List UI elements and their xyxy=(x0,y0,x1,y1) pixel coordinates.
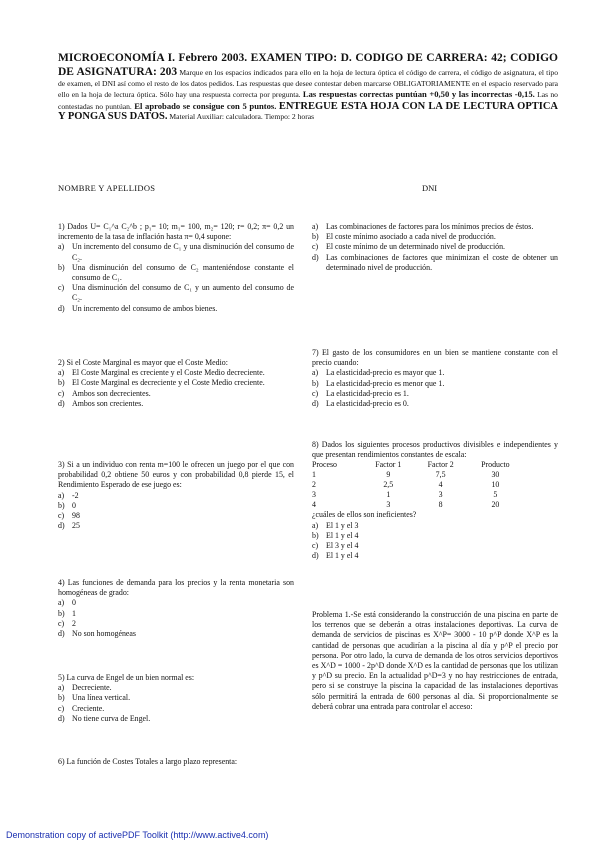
option-4a: a) 0 xyxy=(58,598,76,608)
problem-1 xyxy=(312,610,558,712)
option-7a: a) La elasticidad-precio es mayor que 1. xyxy=(312,368,445,378)
table-row: 3 1 3 5 xyxy=(312,490,498,500)
instructions-1: Marque en los espacios indicados para ello en la hoja de lectura óptica el código de carrera, el código de asignatura, el tipo de examen, el DNI así como el resto de los datos pedidos. Las respuestas que desee contestar deben marcarse OBLIGATORIAMENTE en el espacio reservado para ello en la hoja de lectura óptica. Sólo hay una respuesta correcta por pregunta. xyxy=(58,67,558,100)
option-6d: d) Las combinaciones de factores que minimizan el coste de obtener un determinado nivel de producción. xyxy=(312,252,558,272)
scoring-rule: Las respuestas correctas puntúan +0,50 y las incorrectas -0,15. xyxy=(302,89,535,100)
watermark-footer: Demonstration copy of activePDF Toolkit (http://www.active4.com) xyxy=(6,830,269,840)
question-text: 3) Si a un individuo con renta m=100 le ofrecen un juego por el que con probabilidad 0,2 obtiene 50 euros y con probabilidad 0,8 pierde 15, el Rendimiento Esperado de ese juego es: xyxy=(58,460,294,490)
option-3a: a) -2 xyxy=(58,490,79,500)
option-3d: d) 25 xyxy=(58,521,80,531)
option-5c: c) Creciente. xyxy=(58,703,105,713)
option-5d: d) No tiene curva de Engel. xyxy=(58,713,151,723)
question-3 xyxy=(58,460,294,531)
question-2 xyxy=(58,358,294,409)
question-text: 4) Las funciones de demanda para los precios y la renta monetaria son homogéneas de grado: xyxy=(58,578,294,598)
process-table xyxy=(312,460,524,510)
option-3c: c) 98 xyxy=(58,511,80,521)
option-7d: d) La elasticidad-precio es 0. xyxy=(312,399,409,409)
option-2d: d) Ambos son crecientes. xyxy=(58,398,144,408)
exam-title: MICROECONOMÍA I. Febrero 2003. EXAMEN TIPO: D. CODIGO DE CARRERA: 42; CODIGO DE ASIGNATURA: 203 xyxy=(58,52,558,78)
option-8b: b) El 1 y el 4 xyxy=(312,530,359,540)
table-row: 2 2,5 4 10 xyxy=(312,480,500,490)
option-8d: d) El 1 y el 4 xyxy=(312,551,359,561)
option-1a: a) Un incremento del consumo de C₁ y una disminución del consumo de C₂. xyxy=(58,242,294,262)
question-6-options xyxy=(312,222,558,273)
approval-rule: El aprobado se consigue con 5 puntos. xyxy=(134,100,277,111)
question-text: 7) El gasto de los consumidores en un bien se mantiene constante con el precio cuando: xyxy=(312,348,558,368)
option-6b: b) El coste mínimo asociado a cada nivel de producción. xyxy=(312,232,496,242)
option-8a: a) El 1 y el 3 xyxy=(312,520,359,530)
option-4c: c) 2 xyxy=(58,618,76,628)
option-2a: a) El Coste Marginal es creciente y el Coste Medio decreciente. xyxy=(58,368,265,378)
option-6a: a) Las combinaciones de factores para los mínimos precios de éstos. xyxy=(312,222,534,231)
materials-note: Material Auxiliar: calculadora. Tiempo: 2 horas xyxy=(169,112,315,122)
option-7b: b) La elasticidad-precio es menor que 1. xyxy=(312,378,445,388)
question-8 xyxy=(312,440,558,561)
option-7c: c) La elasticidad-precio es 1. xyxy=(312,388,409,398)
instructions-2: Las no contestadas no puntúan. xyxy=(58,90,558,111)
problem-text: Problema 1.-Se está considerando la construcción de una piscina en parte de los terrenos que se deberán a otras instalaciones deportivas. La curva de demanda de servicios de piscinas es X^P= 3000 - 10 p^P donde X^P es la cantidad de personas que acudirían a la piscina al día y p^P el precio por persona. Por otro lado, la curva de demanda de los otros servicios deportivos es X^D = 1000 - 2p^D donde X^D es la cantidad de personas que los utilizan y p^D su precio. En la actualidad p^D=3 y no hay restricciones de entrada, pero si se construye la piscina la capacidad de las instalaciones deportivas sólo permitirá la entrada de 600 personas al día. Si proporcionalmente se deberá cobrar una entrada para controlar el acceso: xyxy=(312,610,558,711)
name-label: NOMBRE Y APELLIDOS xyxy=(58,183,156,193)
question-subtext: ¿cuáles de ellos son ineficientes? xyxy=(312,510,417,520)
dni-label: DNI xyxy=(422,183,438,193)
question-7 xyxy=(312,348,558,409)
deliver-instruction: ENTREGUE ESTA HOJA CON LA DE LECTURA OPTICA Y PONGA SUS DATOS. xyxy=(58,100,558,123)
option-5a: a) Decreciente. xyxy=(58,683,112,693)
question-text: 2) Si el Coste Marginal es mayor que el Coste Medio: xyxy=(58,358,228,367)
option-4d: d) No son homogéneas xyxy=(58,629,136,639)
option-6c: c) El coste mínimo de un determinado nivel de producción. xyxy=(312,242,506,252)
question-1 xyxy=(58,222,294,314)
question-text: 6) La función de Costes Totales a largo plazo representa: xyxy=(58,757,238,766)
table-row: 4 3 8 20 xyxy=(312,500,500,510)
question-5 xyxy=(58,673,294,724)
question-text: 5) La curva de Engel de un bien normal es: xyxy=(58,673,195,682)
question-text: 1) Dados U= C₁^a C₂^b ; p₁= 10; m₁= 100, m₂= 120; r= 0,2; π= 0,2 un incremento de la tasa de inflación hasta π= 0,4 supone: xyxy=(58,222,294,242)
table-header: Proceso Factor 1 Factor 2 Producto xyxy=(312,460,510,470)
option-5b: b) Una línea vertical. xyxy=(58,693,131,703)
option-1b: b) Una disminución del consumo de C₂ manteniéndose constante el consumo de C₁. xyxy=(58,262,294,283)
option-8c: c) El 3 y el 4 xyxy=(312,541,359,551)
option-2c: c) Ambos son decrecientes. xyxy=(58,388,151,398)
option-2b: b) El Coste Marginal es decreciente y el Coste Medio creciente. xyxy=(58,378,265,388)
table-row: 1 9 7,5 30 xyxy=(312,470,500,480)
question-6 xyxy=(58,757,294,767)
question-text: 8) Dados los siguientes procesos productivos divisibles e independientes y que presentan rendimientos constantes de escala: xyxy=(312,440,558,460)
option-3b: b) 0 xyxy=(58,500,76,510)
option-1d: d) Un incremento del consumo de ambos bienes. xyxy=(58,303,218,313)
question-4 xyxy=(58,578,294,639)
option-1c: c) Una disminución del consumo de C₁ y un aumento del consumo de C₂. xyxy=(58,283,294,303)
option-4b: b) 1 xyxy=(58,608,76,618)
exam-header xyxy=(58,52,558,123)
